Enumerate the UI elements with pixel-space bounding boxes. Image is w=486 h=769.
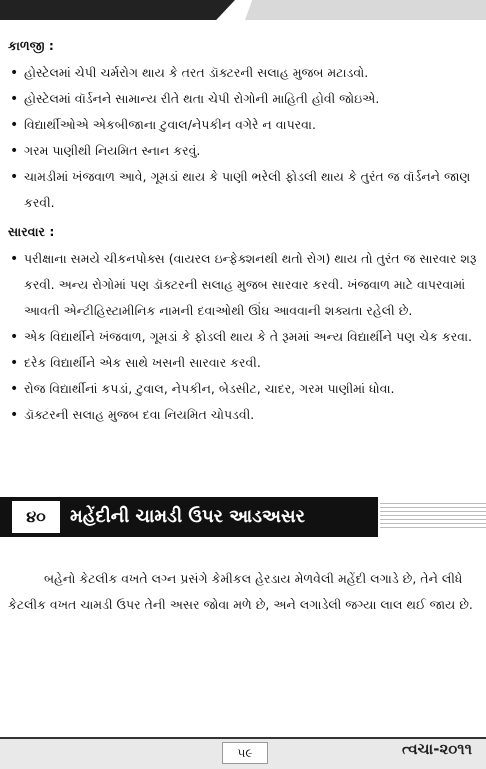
list-item: • એક વિદ્યાર્થીને ખંજવાળ, ગૂમડાં કે ફોડલી થાય કે તે રૂમમાં અન્ય વિદ્યાર્થીને પણ ચેક કરવા.	[8, 324, 478, 350]
list-item: • ડૉક્ટરની સલાહ મુજબ દવા નિયમિત ચોપડવી.	[8, 402, 478, 428]
publication-name: ત્વચા-૨૦૧૧	[401, 740, 472, 758]
top-decorative-bar	[0, 0, 486, 22]
section-title: મહેંદીની ચામડી ઉપર આડઅસર	[70, 506, 305, 527]
list-item: • ગરમ પાણીથી નિયમિત સ્નાન કરવું.	[8, 138, 478, 164]
main-content	[8, 36, 478, 434]
treatment-list	[8, 246, 478, 428]
section-number: ૪૦	[12, 501, 60, 533]
list-item: • હોસ્ટેલમાં વૉર્ડનને સામાન્ય રીતે થતા ચેપી રોગોની માહિતી હોવી જોઇએ.	[8, 86, 478, 112]
top-bar-light-segment	[245, 0, 486, 20]
list-item: • દરેક વિદ્યાર્થીને એક સાથે ખસની સારવાર કરવી.	[8, 350, 478, 376]
top-bar-dark-segment	[0, 0, 235, 20]
section-banner	[0, 497, 486, 537]
list-item: • વિદ્યાર્થીઓએ એકબીજાના ટુવાલ/નેપકીન વગેરે ન વાપરવા.	[8, 112, 478, 138]
list-item: • હોસ્ટેલમાં ચેપી ચર્મરોગ થાય કે તરત ડૉક્ટરની સલાહ મુજબ મટાડવો.	[8, 60, 478, 86]
caution-list	[8, 60, 478, 216]
page-number: ૫૯	[222, 742, 268, 764]
caution-heading: કાળજી :	[8, 38, 54, 53]
list-item: • રોજ વિદ્યાર્થીનાં કપડાં, ટુવાલ, નેપકીન, બેડસીટ, ચાદર, ગરમ પાણીમાં ધોવા.	[8, 376, 478, 402]
section-banner-background	[0, 497, 378, 537]
list-item: • પરીક્ષાના સમયે ચીકનપોક્સ (વાયરલ ઇન્ફેક્શનથી થતો રોગ) થાય તો તુરંત જ સારવાર શરૂ કરવી. અન્ય રોગોમાં પણ ડૉક્ટરની સલાહ મુજબ સારવાર કરવી. ખંજવાળ માટે વાપરવામાં આવતી એન્ટીહિસ્ટામીનિક નામની દવાઓથી ઊંઘ આવવાની શક્યતા રહેલી છે.	[8, 246, 478, 324]
decorative-stripes	[380, 503, 486, 531]
body-paragraph: બહેનો કેટલીક વખતે લગ્ન પ્રસંગે કેમીકલ હેરડાય મેળવેલી મહેંદી લગાડે છે, તેને લીધે કેટલીક વખત ચામડી ઉપર તેની અસર જોવા મળે છે, અને લગાડેલી જગ્યા લાલ થઈ જાય છે.	[8, 570, 473, 612]
treatment-heading: સારવાર :	[8, 224, 55, 239]
list-item: • ચામડીમાં ખંજવાળ આવે, ગૂમડાં થાય કે પાણી ભરેલી ફોડલી થાય કે તુરંત જ વૉર્ડનને જાણ કરવી.	[8, 164, 478, 216]
